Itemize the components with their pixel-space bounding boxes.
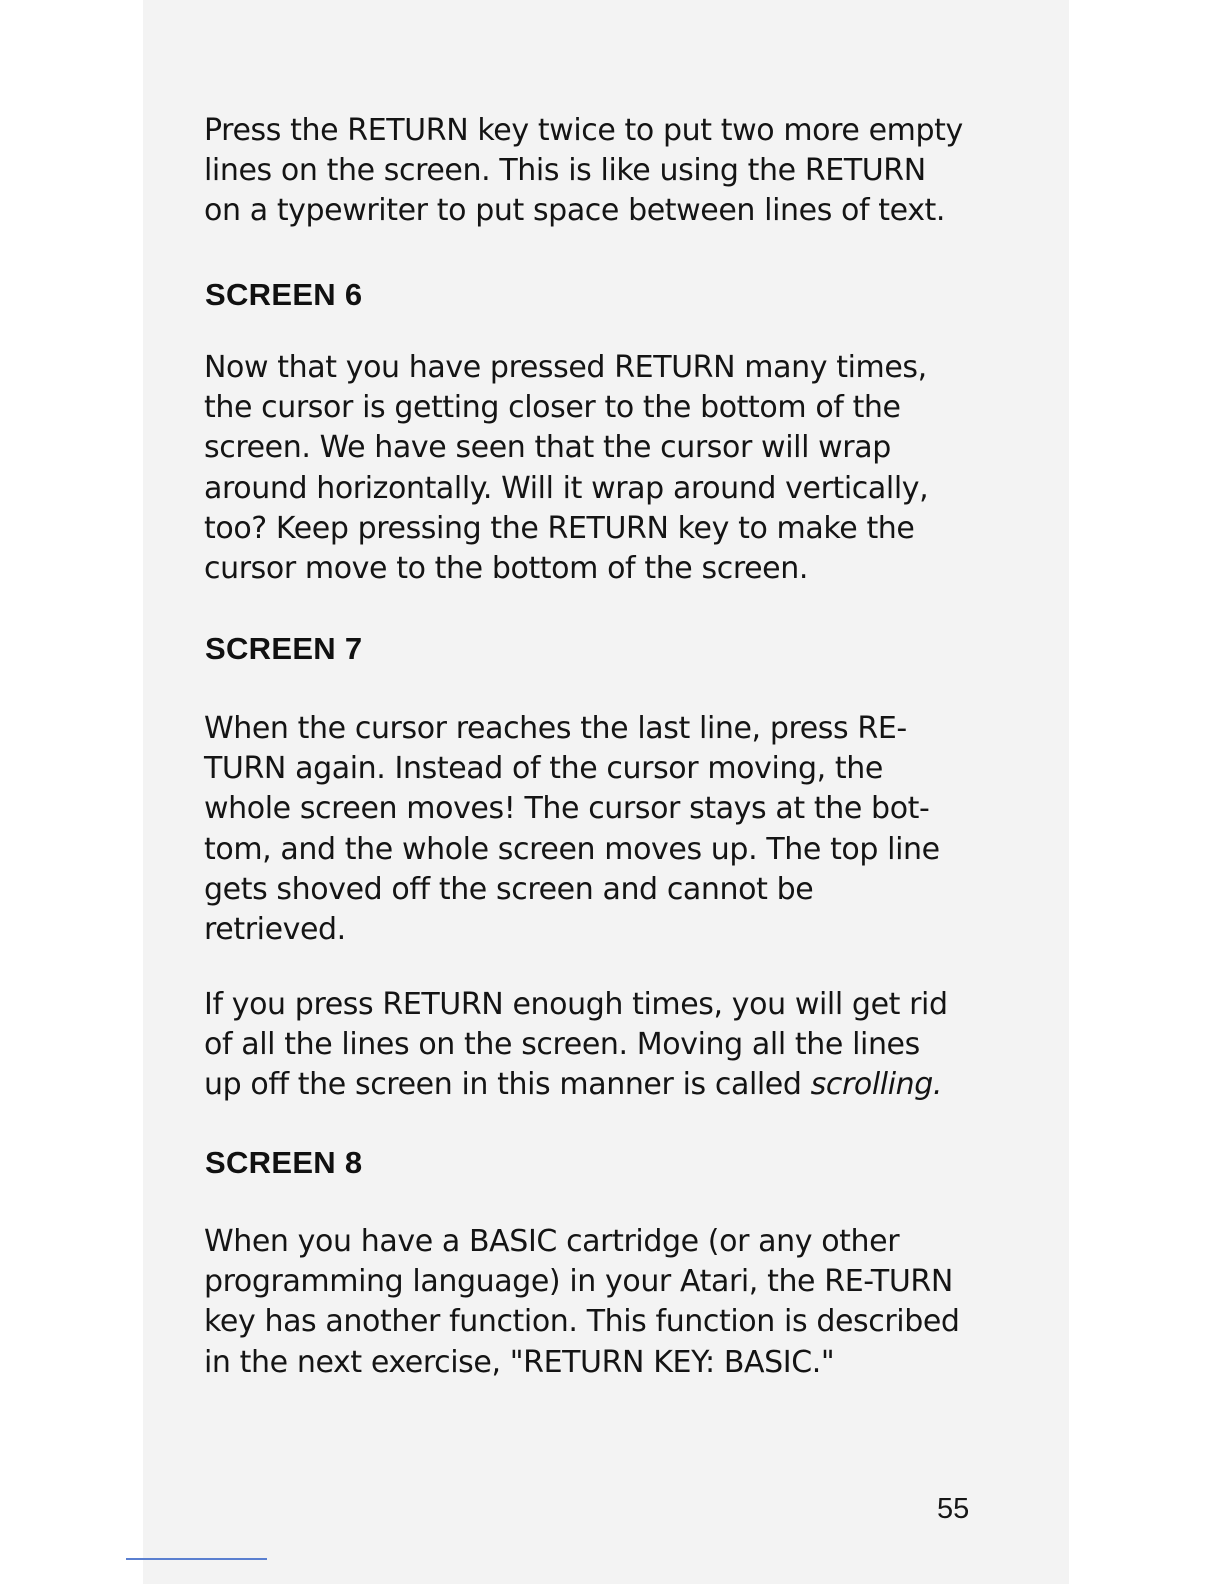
right-margin xyxy=(1069,0,1224,1584)
paragraph-1-text: Press the RETURN key twice to put two more empty lines on the screen. This is like using the RETURN on a typewriter to put space between lines of text. xyxy=(204,113,963,229)
heading-screen-8: SCREEN 8 xyxy=(205,1145,363,1180)
paragraph-4 xyxy=(204,985,964,1106)
heading-screen-7: SCREEN 7 xyxy=(205,631,363,666)
paragraph-screen-moves xyxy=(204,709,964,950)
scrolling-term: scrolling. xyxy=(810,1067,943,1103)
paragraph-return-twice xyxy=(204,111,964,232)
heading-screen-6: SCREEN 6 xyxy=(205,277,363,312)
paragraph-5-text: When you have a BASIC cartridge (or any other programming language) in your Atari, the RE-TURN key has another function. This function is described in the next exercise, "RETURN KEY: BASIC." xyxy=(204,1224,960,1380)
page-number: 55 xyxy=(937,1493,970,1525)
paragraph-basic-cartridge xyxy=(204,1222,964,1383)
paragraph-3-text: When the cursor reaches the last line, press RE-TURN again. Instead of the cursor moving, the whole screen moves! The cursor stays at the bot-tom, and the whole screen moves up. The top line gets shoved off the screen and cannot be retrieved. xyxy=(204,711,940,948)
paragraph-scrolling xyxy=(204,985,964,1106)
paragraph-4-text: If you press RETURN enough times, you will get rid of all the lines on the screen. Moving all the lines up off the screen in this manner is called xyxy=(204,987,948,1103)
paragraph-cursor-bottom xyxy=(204,348,964,589)
left-margin xyxy=(0,0,143,1584)
link-underline-mark xyxy=(126,1558,267,1560)
paragraph-2-text: Now that you have pressed RETURN many times, the cursor is getting closer to the bottom of the screen. We have seen that the cursor will wrap around horizontally. Will it wrap around vertically, too? Keep pressing the RETURN key to make the cursor move to the bottom of the screen. xyxy=(204,350,929,587)
